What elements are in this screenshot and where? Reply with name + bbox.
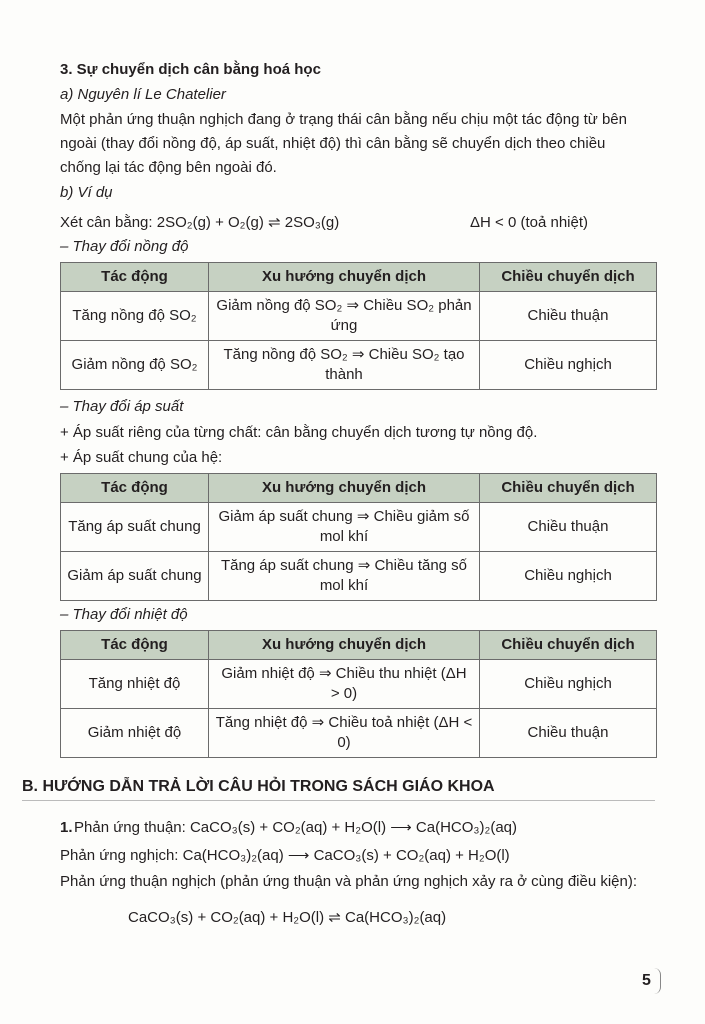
cell: Chiều nghịch — [480, 660, 657, 709]
cell: Tăng áp suất chung ⇒ Chiều tăng số mol khí — [209, 552, 480, 601]
cell: Chiều thuận — [480, 292, 657, 341]
cell: Chiều thuận — [480, 503, 657, 552]
header-cell: Tác động — [61, 263, 209, 292]
header-cell: Chiều chuyển dịch — [480, 631, 657, 660]
subsection-b: b) Ví dụ — [60, 184, 113, 201]
header-cell: Tác động — [61, 474, 209, 503]
concentration-table — [60, 262, 657, 390]
cell: Tăng nhiệt độ — [61, 660, 209, 709]
header-cell: Tác động — [61, 631, 209, 660]
table-row — [61, 341, 657, 390]
temperature-label: – Thay đổi nhiệt độ — [60, 606, 188, 623]
question-number: 1. — [60, 819, 73, 836]
answer-equation: CaCO₃(s) + CO₂(aq) + H₂O(l) ⇌ Ca(HCO₃)₂(aq) — [128, 909, 447, 926]
paragraph-line: Một phản ứng thuận nghịch đang ở trạng thái cân bằng nếu chịu một tác động từ bên — [60, 111, 627, 128]
cell: Tăng áp suất chung — [61, 503, 209, 552]
header-cell: Xu hướng chuyển dịch — [209, 631, 480, 660]
cell: Giảm nồng độ SO₂ — [61, 341, 209, 390]
header-cell: Chiều chuyển dịch — [480, 474, 657, 503]
cell: Tăng nồng độ SO₂ ⇒ Chiều SO₂ tạo thành — [209, 341, 480, 390]
table-row — [61, 660, 657, 709]
pressure-table — [60, 473, 657, 601]
table-row — [61, 709, 657, 758]
cell: Giảm nhiệt độ — [61, 709, 209, 758]
cell: Giảm nồng độ SO₂ ⇒ Chiều SO₂ phản ứng — [209, 292, 480, 341]
answer-line: Phản ứng thuận nghịch (phản ứng thuận và phản ứng nghịch xảy ra ở cùng điều kiện): — [60, 873, 638, 890]
paragraph-line: ngoài (thay đổi nồng độ, áp suất, nhiệt độ) thì cân bằng sẽ chuyển dịch theo chiều — [60, 135, 606, 152]
table-row — [61, 292, 657, 341]
pressure-note: + Áp suất chung của hệ: — [60, 449, 223, 466]
table-row — [61, 552, 657, 601]
cell: Chiều nghịch — [480, 341, 657, 390]
equilibrium-equation: Xét cân bằng: 2SO₂(g) + O₂(g) ⇌ 2SO₃(g) — [60, 214, 340, 231]
pressure-label: – Thay đổi áp suất — [60, 398, 184, 415]
subsection-a: a) Nguyên lí Le Chatelier — [60, 86, 226, 103]
cell: Giảm áp suất chung — [61, 552, 209, 601]
cell: Chiều nghịch — [480, 552, 657, 601]
page-number-bracket — [654, 968, 661, 994]
cell: Tăng nồng độ SO₂ — [61, 292, 209, 341]
cell: Giảm nhiệt độ ⇒ Chiều thu nhiệt (ΔH > 0) — [209, 660, 480, 709]
answer-line: Phản ứng nghịch: Ca(HCO₃)₂(aq) ⟶ CaCO₃(s) + CO₂(aq) + H₂O(l) — [60, 847, 510, 864]
paragraph-line: chống lại tác động bên ngoài đó. — [60, 159, 277, 176]
table-row — [61, 503, 657, 552]
enthalpy: ΔH < 0 (toả nhiệt) — [470, 214, 588, 231]
pressure-note: + Áp suất riêng của từng chất: cân bằng chuyển dịch tương tự nồng độ. — [60, 424, 538, 441]
header-cell: Xu hướng chuyển dịch — [209, 474, 480, 503]
temperature-table — [60, 630, 657, 758]
concentration-label: – Thay đổi nồng độ — [60, 238, 189, 255]
divider — [22, 800, 655, 801]
cell: Tăng nhiệt độ ⇒ Chiều toả nhiệt (ΔH < 0) — [209, 709, 480, 758]
answer-line: Phản ứng thuận: CaCO₃(s) + CO₂(aq) + H₂O(l) ⟶ Ca(HCO₃)₂(aq) — [74, 819, 518, 836]
section-title: 3. Sự chuyển dịch cân bằng hoá học — [60, 61, 321, 78]
section-b-title: B. HƯỚNG DẪN TRẢ LỜI CÂU HỎI TRONG SÁCH GIÁO KHOA — [22, 778, 495, 795]
cell: Chiều thuận — [480, 709, 657, 758]
cell: Giảm áp suất chung ⇒ Chiều giảm số mol khí — [209, 503, 480, 552]
header-cell: Xu hướng chuyển dịch — [209, 263, 480, 292]
page-number: 5 — [642, 972, 651, 989]
header-cell: Chiều chuyển dịch — [480, 263, 657, 292]
